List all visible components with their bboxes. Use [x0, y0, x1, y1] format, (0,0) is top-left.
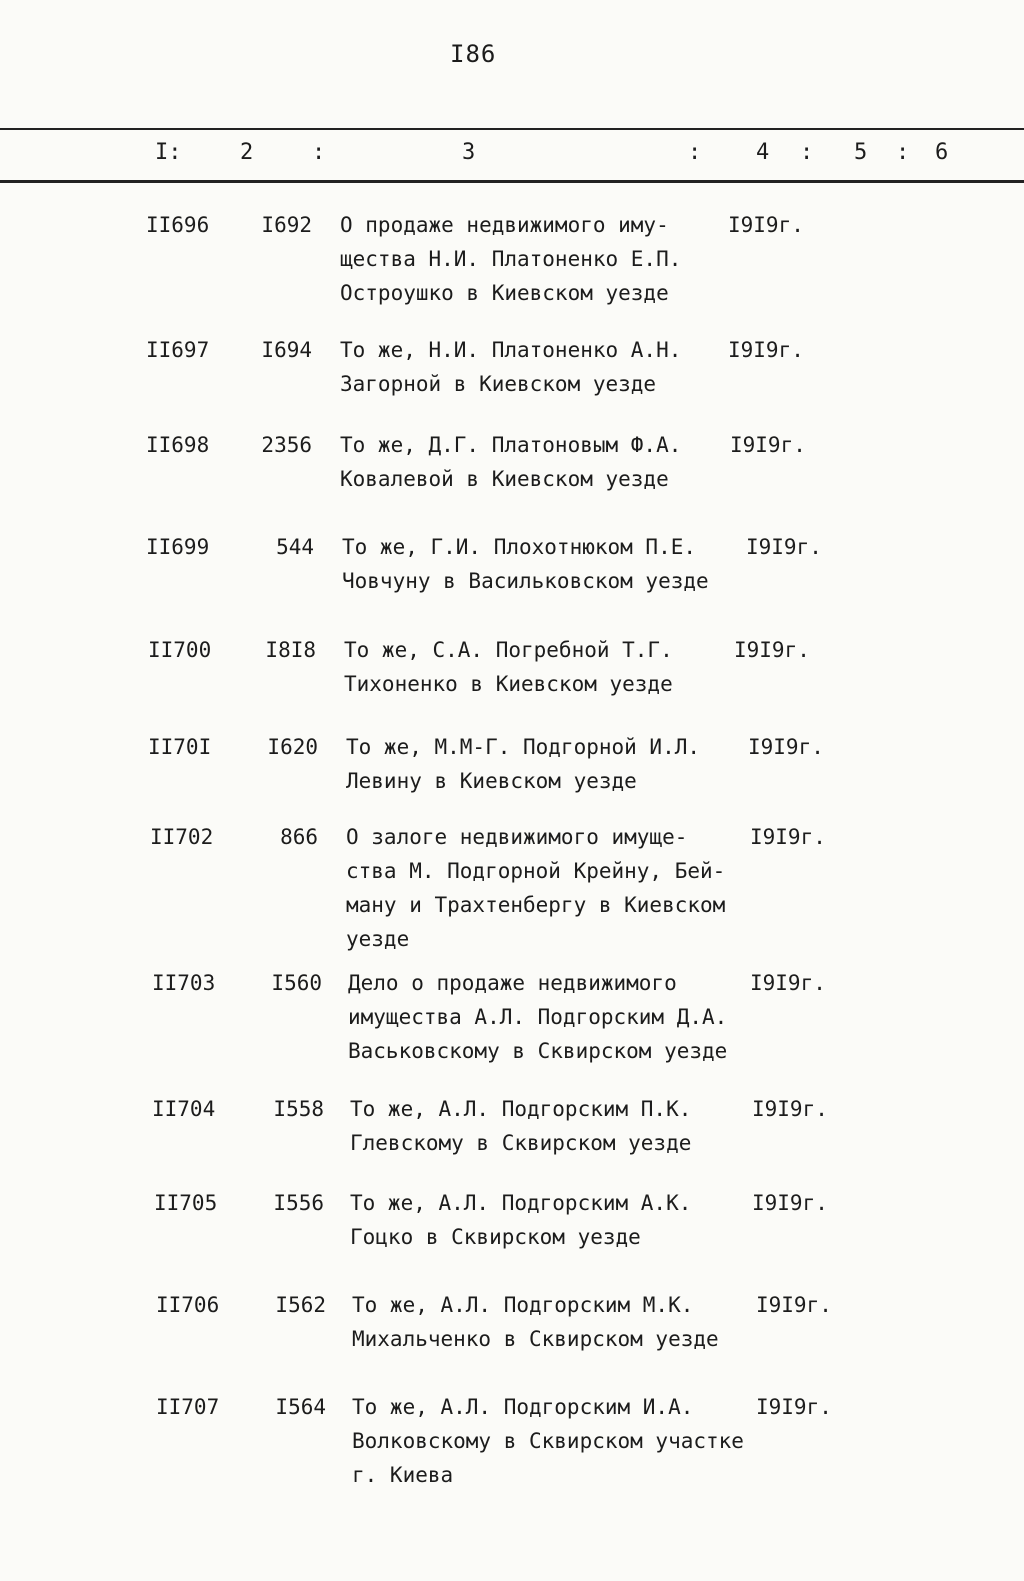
record-title: Дело о продаже недвижимого имущества А.Л. Подгорским Д.А. Васьковскому в Сквирском уезде	[348, 971, 728, 1063]
column-header-3: 3	[462, 140, 476, 165]
column-header-1: I:	[155, 140, 182, 165]
column-header-5: 5	[854, 140, 868, 165]
old-file-number: I558	[273, 1097, 324, 1121]
column-header-4: 4	[756, 140, 770, 165]
record-year: I9I9г.	[752, 1097, 828, 1121]
column-header-2: 2	[240, 140, 254, 165]
record-title: То же, А.Л. Подгорским П.К. Глевскому в Сквирском уезде	[350, 1097, 692, 1155]
item-number: II703	[152, 971, 216, 995]
column-separator: :	[800, 140, 814, 165]
record-year: I9I9г.	[756, 1395, 832, 1419]
column-separator: :	[312, 140, 326, 165]
record-title: То же, А.Л. Подгорским И.А. Волковскому в Сквирском участке г. Киева	[352, 1395, 744, 1487]
old-file-number: 544	[276, 535, 314, 559]
record-title: То же, Н.И. Платоненко А.Н. Загорной в Киевском уезде	[340, 338, 682, 396]
record-title: То же, А.Л. Подгорским М.К. Михальченко в Сквирском уезде	[352, 1293, 719, 1351]
item-number: II698	[146, 433, 210, 457]
item-number: II697	[146, 338, 210, 362]
record-year: I9I9г.	[728, 338, 804, 362]
record-title: То же, С.А. Погребной Т.Г. Тихоненко в Киевском уезде	[344, 638, 673, 696]
old-file-number: I556	[273, 1191, 324, 1215]
item-number: II696	[146, 213, 210, 237]
item-number: II700	[148, 638, 212, 662]
record-year: I9I9г.	[750, 825, 826, 849]
item-number: II705	[154, 1191, 218, 1215]
record-year: I9I9г.	[748, 735, 824, 759]
item-number: II707	[156, 1395, 220, 1419]
column-header-6: 6	[935, 140, 949, 165]
record-title: То же, Д.Г. Платоновым Ф.А. Ковалевой в Киевском уезде	[340, 433, 682, 491]
old-file-number: I562	[275, 1293, 326, 1317]
record-title: То же, М.М-Г. Подгорной И.Л. Левину в Киевском уезде	[346, 735, 701, 793]
record-title: То же, А.Л. Подгорским А.К. Гоцко в Сквирском уезде	[350, 1191, 692, 1249]
item-number: II704	[152, 1097, 216, 1121]
record-title: О залоге недвижимого имуще- ства М. Подгорной Крейну, Бей- ману и Трахтенбергу в Киевском уезде	[346, 825, 726, 951]
old-file-number: I692	[261, 213, 312, 237]
old-file-number: I560	[271, 971, 322, 995]
item-number: II699	[146, 535, 210, 559]
record-year: I9I9г.	[728, 213, 804, 237]
record-year: I9I9г.	[730, 433, 806, 457]
record-title: О продаже недвижимого иму- щества Н.И. Платоненко Е.П. Остроушко в Киевском уезде	[340, 213, 682, 305]
old-file-number: 866	[280, 825, 318, 849]
record-year: I9I9г.	[750, 971, 826, 995]
column-separator: :	[896, 140, 910, 165]
record-title: То же, Г.И. Плохотнюком П.Е. Човчуну в Васильковском уезде	[342, 535, 709, 593]
old-file-number: 2356	[261, 433, 312, 457]
page-number: I86	[450, 40, 497, 68]
record-year: I9I9г.	[746, 535, 822, 559]
record-year: I9I9г.	[734, 638, 810, 662]
item-number: II702	[150, 825, 214, 849]
record-year: I9I9г.	[752, 1191, 828, 1215]
item-number: II706	[156, 1293, 220, 1317]
column-separator: :	[688, 140, 702, 165]
item-number: II70I	[148, 735, 212, 759]
old-file-number: I694	[261, 338, 312, 362]
old-file-number: I564	[275, 1395, 326, 1419]
old-file-number: I8I8	[265, 638, 316, 662]
record-year: I9I9г.	[756, 1293, 832, 1317]
old-file-number: I620	[267, 735, 318, 759]
